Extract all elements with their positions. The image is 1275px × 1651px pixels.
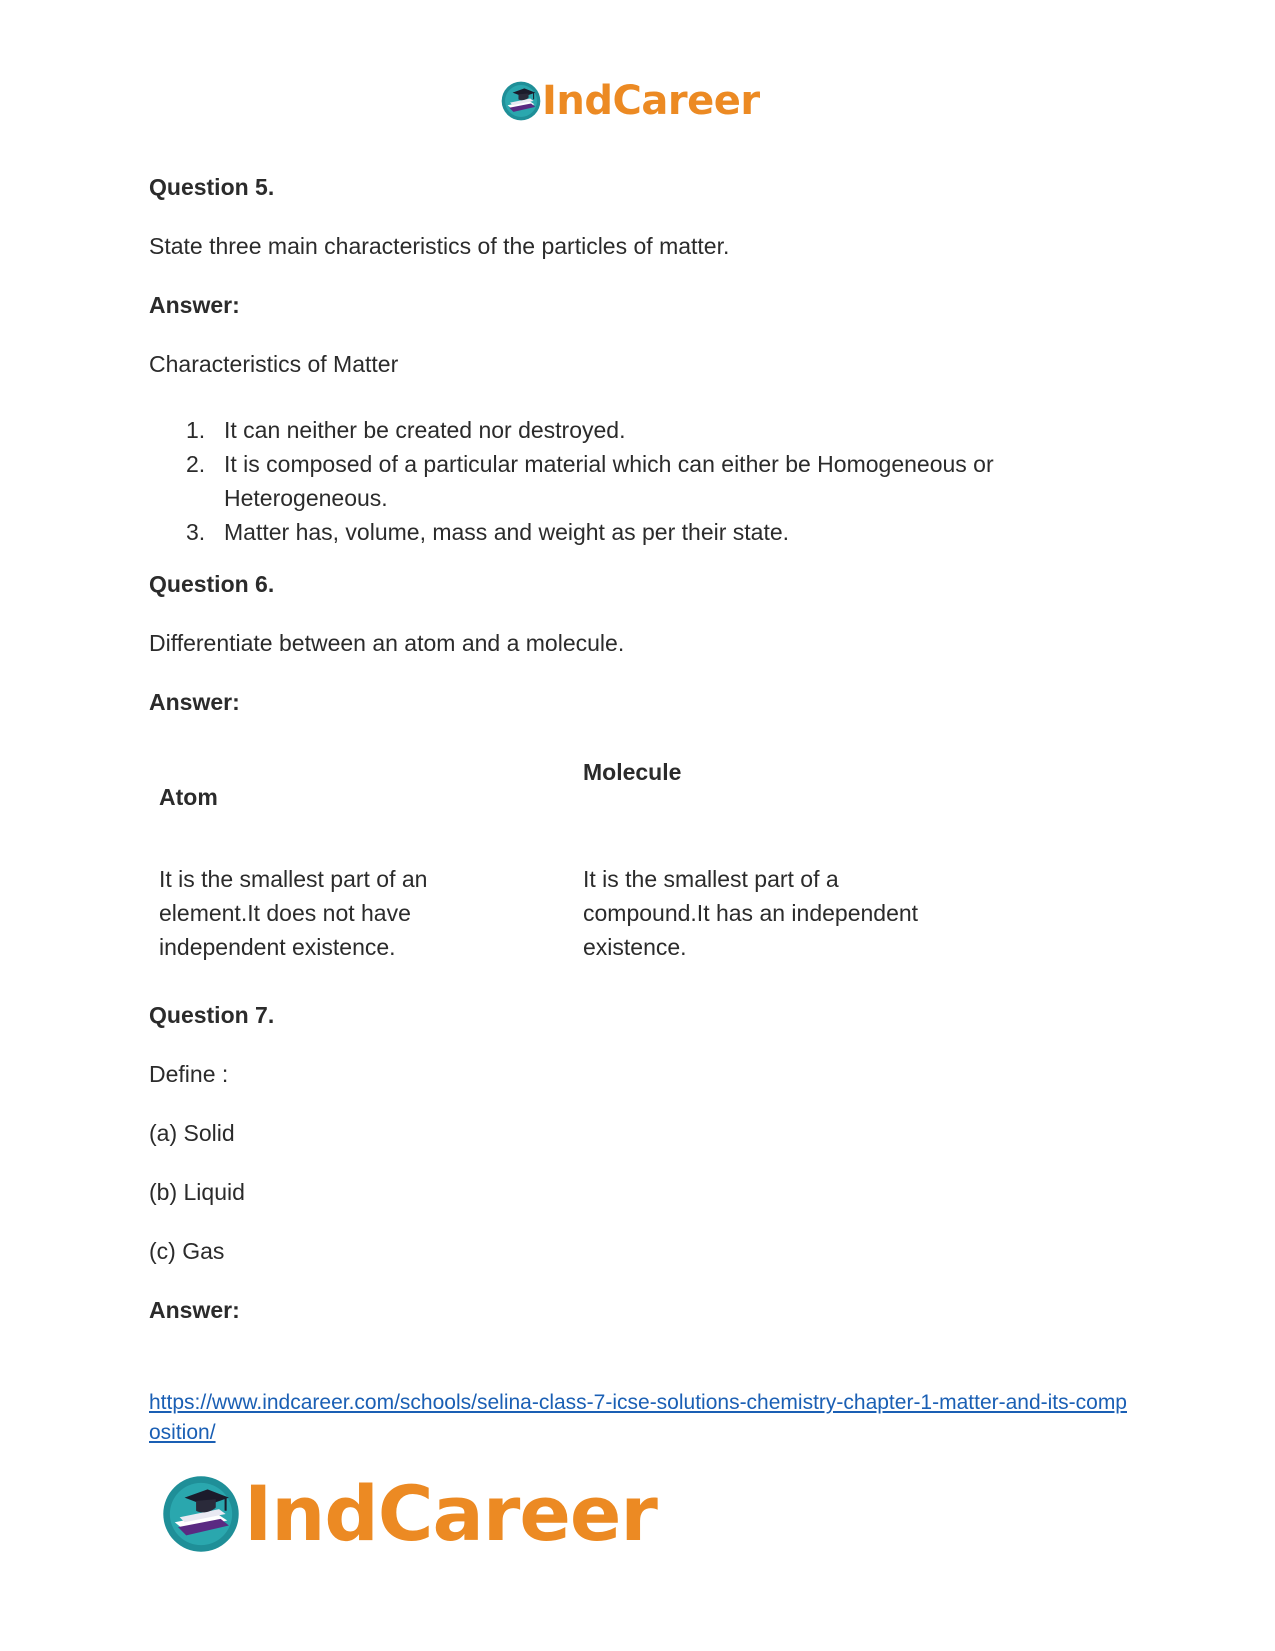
question-7-text: Define : [149, 1061, 229, 1087]
question-7-title: Question 7. [149, 1002, 275, 1028]
logo-wordmark: IndCareer [244, 1469, 657, 1558]
list-text: Matter has, volume, mass and weight as per their state. [224, 519, 790, 545]
question-6-text: Differentiate between an atom and a molecule. [149, 630, 625, 656]
part-liquid: (b) Liquid [149, 1179, 245, 1205]
source-link[interactable]: https://www.indcareer.com/schools/selina-class-7-icse-solutions-chemistry-chapter-1-matter-and-its-composition/ [149, 1391, 1127, 1444]
list-text: It is composed of a particular material which can either be Homogeneous or Heterogeneous. [224, 451, 994, 511]
part-gas: (c) Gas [149, 1238, 225, 1264]
table-header-atom: Atom [159, 784, 218, 810]
list-item [186, 447, 1086, 515]
list-text: It can neither be created nor destroyed. [224, 417, 626, 443]
answer-intro: Characteristics of Matter [149, 351, 399, 377]
list-number: 1. [186, 417, 206, 443]
graduation-book-icon [500, 80, 542, 122]
header-logo [500, 78, 760, 124]
list-number: 2. [186, 451, 206, 477]
question-6-title: Question 6. [149, 571, 275, 597]
list-number: 3. [186, 519, 206, 545]
list-item [186, 413, 1086, 447]
characteristics-list [186, 413, 1086, 549]
table-cell-molecule: It is the smallest part of a compound.It has an independent existence. [583, 866, 919, 960]
graduation-book-icon [160, 1473, 242, 1555]
question-6-answer-label: Answer: [149, 689, 240, 715]
question-5-text: State three main characteristics of the particles of matter. [149, 233, 730, 259]
part-solid: (a) Solid [149, 1120, 235, 1146]
table-header-molecule: Molecule [583, 759, 682, 785]
list-item [186, 515, 1086, 549]
question-5-answer-label: Answer: [149, 292, 240, 318]
footer-logo [160, 1469, 657, 1558]
question-7-answer-label: Answer: [149, 1297, 240, 1323]
logo-wordmark: IndCareer [542, 78, 760, 124]
table-cell-atom: It is the smallest part of an element.It does not have independent existence. [159, 866, 428, 960]
question-5-title: Question 5. [149, 174, 275, 200]
